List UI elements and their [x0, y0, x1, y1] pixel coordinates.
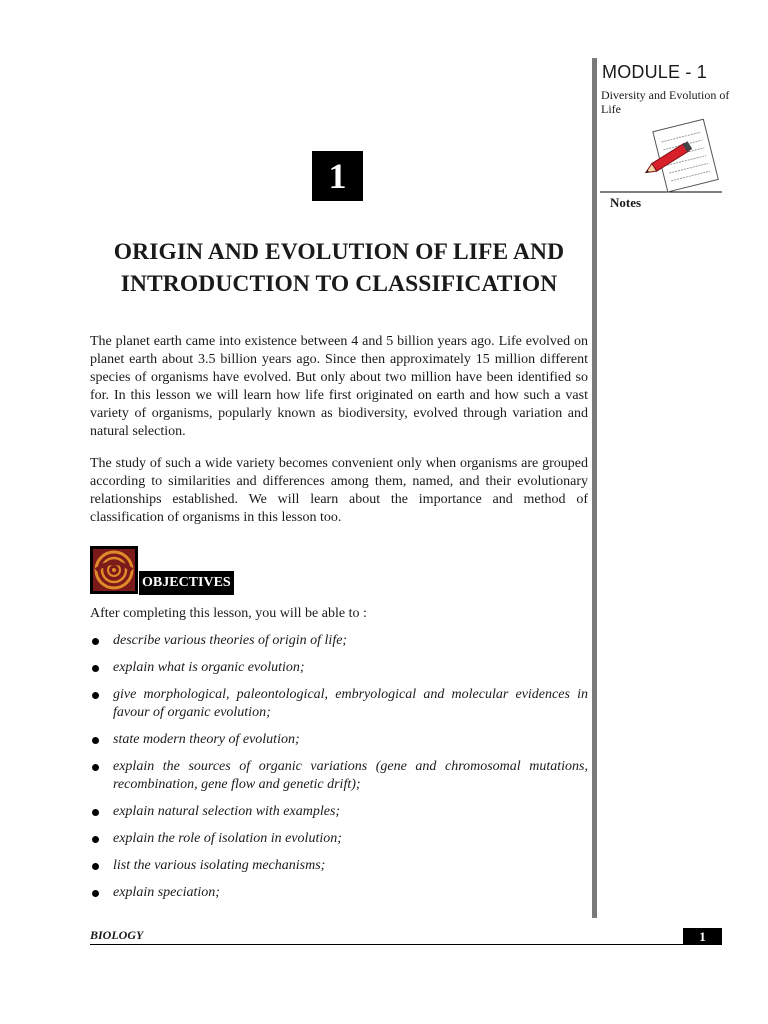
bullet-icon	[92, 836, 99, 843]
chapter-title-line-2: INTRODUCTION TO CLASSIFICATION	[120, 271, 558, 297]
list-item: explain the sources of organic variations (gene and chromosomal mutations, recombination, gene flow and genetic drift);	[90, 758, 588, 794]
bullet-icon	[92, 764, 99, 771]
bullet-icon	[92, 638, 99, 645]
target-spiral-icon	[90, 546, 138, 594]
list-item: describe various theories of origin of life;	[90, 632, 588, 650]
chapter-number: 1	[312, 151, 363, 201]
module-title: MODULE - 1	[602, 62, 708, 82]
list-item: explain the role of isolation in evolution;	[90, 830, 588, 848]
chapter-title	[86, 236, 592, 300]
objectives-heading: OBJECTIVES	[139, 571, 234, 595]
list-item: state modern theory of evolution;	[90, 731, 588, 749]
bullet-icon	[92, 890, 99, 897]
module-subtitle: Diversity and Evolution of Life	[601, 88, 730, 116]
margin-rule	[592, 58, 597, 918]
list-item: explain what is organic evolution;	[90, 659, 588, 677]
objectives-list	[90, 632, 588, 911]
notes-label: Notes	[610, 195, 642, 210]
intro-paragraph-1: The planet earth came into existence between 4 and 5 billion years ago. Life evolved on planet earth about 3.5 billion years ago. Since then approximately 15 million different species of organisms have evolved. But only about two million have been identified so for. In this lesson we will learn how life first originated on earth and how such a vast variety of organisms, popularly known as biodiversity, evolved through variation and natural selection.	[90, 334, 588, 439]
chapter-title-line-1: ORIGIN AND EVOLUTION OF LIFE AND	[113, 239, 565, 265]
bullet-icon	[92, 863, 99, 870]
list-item: list the various isolating mechanisms;	[90, 857, 588, 875]
bullet-icon	[92, 809, 99, 816]
footer-rule	[90, 944, 722, 945]
list-item: give morphological, paleontological, embryological and molecular evidences in favour of organic evolution;	[90, 686, 588, 722]
intro-paragraph-2: The study of such a wide variety becomes convenient only when organisms are grouped according to similarities and differences among them, named, and their evolutionary relationships established. We will learn about the importance and method of classification of organisms in this lesson too.	[90, 456, 588, 525]
footer-subject: BIOLOGY	[90, 928, 144, 942]
list-item: explain natural selection with examples;	[90, 803, 588, 821]
objectives-intro: After completing this lesson, you will be able to :	[90, 606, 367, 621]
bullet-icon	[92, 665, 99, 672]
bullet-icon	[92, 692, 99, 699]
bullet-icon	[92, 737, 99, 744]
list-item: explain speciation;	[90, 884, 588, 902]
page-number: 1	[683, 928, 722, 945]
paper-and-pencil-icon	[600, 118, 724, 196]
